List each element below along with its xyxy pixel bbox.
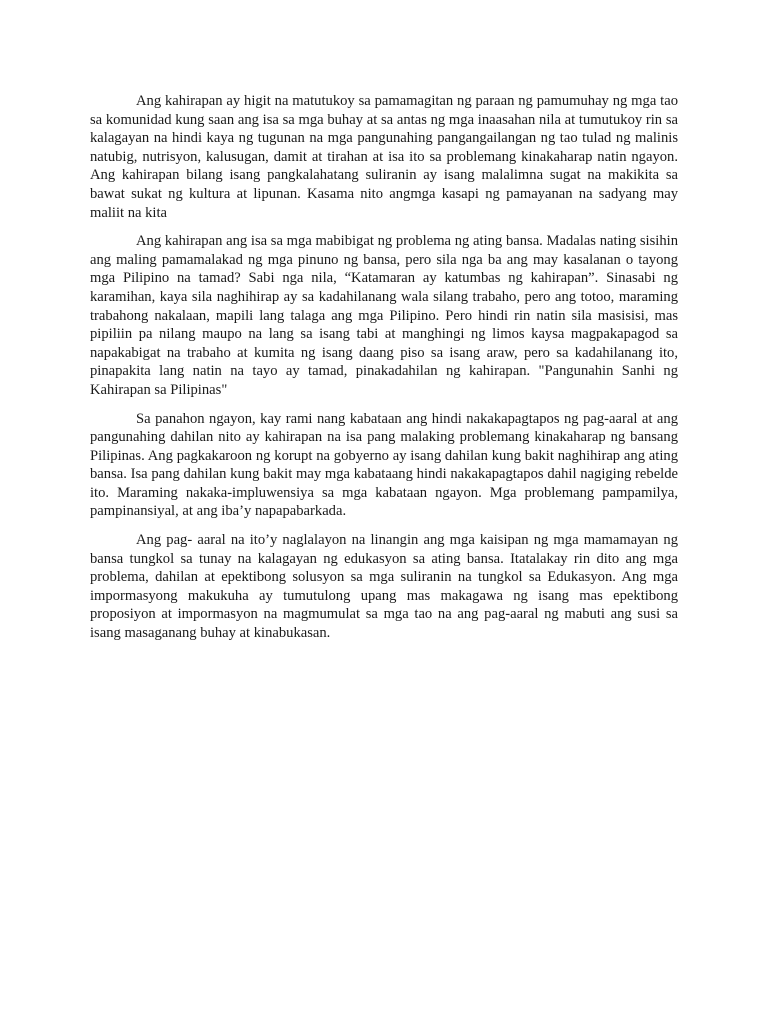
paragraph-1: Ang kahirapan ay higit na matutukoy sa pamamagitan ng paraan ng pamumuhay ng mga tao sa komunidad kung saan ang isa sa mga buhay at sa antas ng mga inaasahan nila at tumutukoy rin sa kalagayan na hindi kaya ng tugunan na mga pangunahing pangangailangan ng tao tulad ng malinis natubig, nutrisyon, kalusugan, damit at tirahan at isa ito sa problemang kinakaharap natin ngayon. Ang kahirapan bilang isang pangkalahatang suliranin ay isang malalimna sugat na makikita sa bawat sukat ng kultura at lipunan. Kasama nito angmga kasapi ng pamayanan na sadyang may maliit na kita — [90, 93, 678, 221]
paragraph-2: Ang kahirapan ang isa sa mga mabibigat ng problema ng ating bansa. Madalas nating sisihin ang maling pamamalakad ng mga pinuno ng bansa, pero sila nga ba ang may kasalanan o tayong mga Pilipino na tamad? Sabi nga nila, “Katamaran ay katumbas ng kahirapan”. Sinasabi ng karamihan, kaya sila naghihirap ay sa kadahilanang wala silang trabaho, pero ang totoo, maraming trabahong nakalaan, mapili lang talaga ang mga Pilipino. Pero hindi rin natin sila masisisi, mas pipiliin pa nilang maupo na lang sa isang tabi at manghingi ng limos kaysa magpakapagod sa napakabigat na trabaho at kumita ng isang daang piso sa isang araw, pero sa kadahilanang ito, pinapakita lang natin na tayo ay tamad, pinakadahilan ng kahirapan. "Pangunahin Sanhi ng Kahirapan sa Pilipinas" — [90, 233, 678, 398]
paragraph-4: Ang pag- aaral na ito’y naglalayon na linangin ang mga kaisipan ng mga mamamayan ng bansa tungkol sa tunay na kalagayan ng edukasyon sa ating bansa. Itatalakay rin dito ang mga problema, dahilan at epektibong solusyon sa mga suliranin na tungkol sa Edukasyon. Ang mga impormasyong makukuha ay tumutulong upang mas makagawa ng isang mas epektibong proposiyon at impormasyon na magmumulat sa mga tao na ang pag-aaral ng mabuti ang susi sa isang masaganang buhay at kinabukasan. — [90, 532, 678, 642]
document-page — [90, 92, 678, 653]
paragraph-3: Sa panahon ngayon, kay rami nang kabataan ang hindi nakakapagtapos ng pag-aaral at ang pangunahing dahilan nito ay kahirapan na isa pang malaking problemang kinakaharap ng bansang Pilipinas. Ang pagkakaroon ng korupt na gobyerno ay isang dahilan kung bakit naghihirap ang ating bansa. Isa pang dahilan kung bakit may mga kabataang hindi nakakapagtapos dahil nagiging rebelde ito. Maraming nakaka-impluwensiya sa mga kabataan ngayon. Mga problemang pampamilya, pampinansiyal, at ang iba’y napapabarkada. — [90, 410, 678, 520]
